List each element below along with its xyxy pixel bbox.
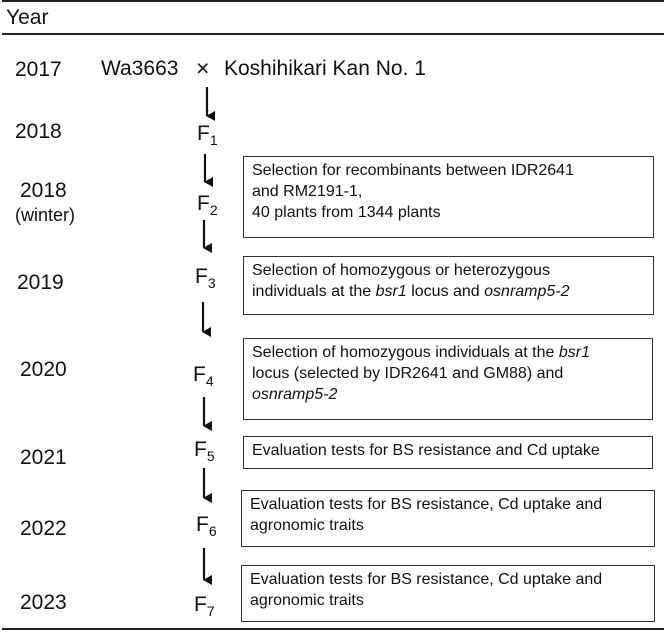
year-2023: 2023 <box>20 591 67 614</box>
generation-f1: $F_1$ <box>197 122 218 148</box>
year-2019: 2019 <box>17 271 64 294</box>
box-f4-description: Selection of homozygous individuals at the bsr1 locus (selected by IDR2641 and GM88) and osnramp5-2 <box>243 338 653 420</box>
box-f3-description: Selection of homozygous or heterozygous individuals at the bsr1 locus and osnramp5-2 <box>243 256 654 315</box>
year-note-winter: (winter) <box>15 205 76 225</box>
box-f6-description: Evaluation tests for BS resistance, Cd uptake and agronomic traits <box>241 490 655 547</box>
generation-f6: $F_6$ <box>196 513 217 539</box>
year-2017: 2017 <box>15 58 62 81</box>
box-f5-description: Evaluation tests for BS resistance and Cd uptake <box>243 436 653 469</box>
box-f2-description: Selection for recombinants between IDR2641 and RM2191-1, 40 plants from 1344 plants <box>243 156 654 238</box>
year-2021: 2021 <box>20 446 67 469</box>
generation-f7: $F_7$ <box>194 593 215 619</box>
generation-f4: $F_4$ <box>193 363 214 389</box>
box-f7-description: Evaluation tests for BS resistance, Cd uptake and agronomic traits <box>241 565 655 622</box>
cross-parent2: Koshihikari Kan No. 1 <box>224 57 426 80</box>
generation-f2: $F_2$ <box>197 192 218 218</box>
year-2022: 2022 <box>20 517 67 540</box>
generation-f5: $F_5$ <box>194 438 215 464</box>
year-2018: 2018 <box>15 120 62 143</box>
header-year: Year <box>6 6 49 29</box>
cross-parent1: Wa3663 <box>101 57 179 80</box>
cross-symbol: × <box>196 55 210 81</box>
year-2018-winter: 2018 <box>20 179 67 202</box>
generation-f3: $F_3$ <box>195 265 216 291</box>
year-2020: 2020 <box>20 358 67 381</box>
